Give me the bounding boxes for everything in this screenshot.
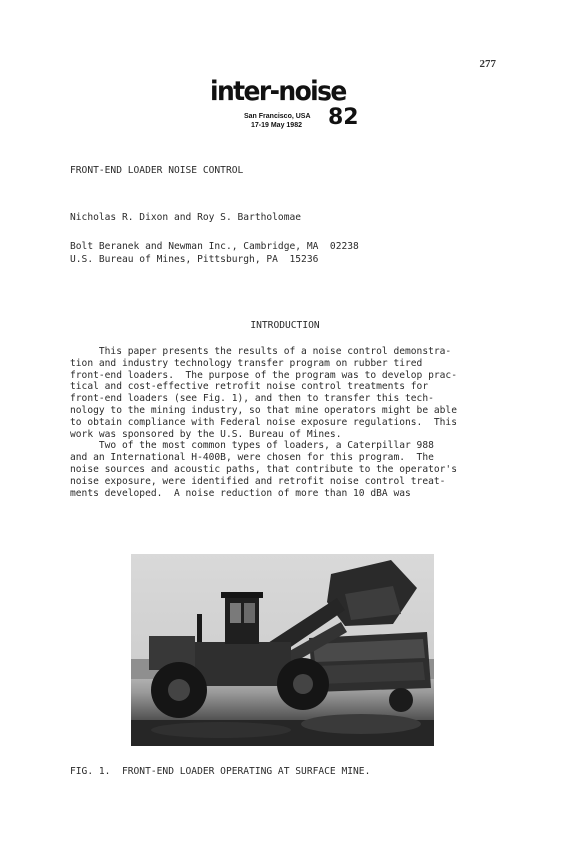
body-line: work was sponsored by the U.S. Bureau of Mines.	[70, 428, 342, 440]
page-number: 277	[479, 58, 496, 70]
body-line: front-end loaders (see Fig. 1), and then to transfer this tech-	[70, 393, 434, 405]
affiliation-2: U.S. Bureau of Mines, Pittsburgh, PA 15236	[70, 254, 319, 265]
body-line: and an International H-400B, were chosen for this program. The	[70, 452, 434, 464]
body-line: to obtain compliance with Federal noise exposure regulations. This	[70, 416, 457, 428]
section-heading: INTRODUCTION	[250, 320, 320, 331]
body-line: tion and industry technology transfer program on rubber tired	[70, 357, 423, 369]
body-line: tical and cost-effective retrofit noise control treatments for	[70, 381, 429, 393]
body-line: nology to the mining industry, so that mine operators might be able	[70, 404, 457, 416]
body-text	[70, 346, 510, 499]
affiliation-1: Bolt Beranek and Newman Inc., Cambridge, MA 02238	[70, 241, 359, 252]
body-line: ments developed. A noise reduction of more than 10 dBA was	[70, 487, 411, 499]
body-line: front-end loaders. The purpose of the program was to develop prac-	[70, 369, 457, 381]
logo-year: 82	[328, 105, 359, 130]
logo-wordmark: inter-noise	[210, 75, 346, 107]
body-line: noise exposure, were identified and retrofit noise control treat-	[70, 475, 446, 487]
body-line: Two of the most common types of loaders, a Caterpillar 988	[70, 440, 434, 452]
conference-logo	[210, 75, 360, 136]
paper-title: FRONT-END LOADER NOISE CONTROL	[70, 165, 244, 176]
logo-venue: San Francisco, USA	[244, 113, 311, 120]
figure-caption: FIG. 1. FRONT-END LOADER OPERATING AT SURFACE MINE.	[70, 766, 371, 777]
authors: Nicholas R. Dixon and Roy S. Bartholomae	[70, 212, 302, 223]
body-line: This paper presents the results of a noise control demonstra-	[70, 346, 452, 357]
logo-dates: 17-19 May 1982	[251, 122, 302, 129]
body-line: noise sources and acoustic paths, that contribute to the operator's	[70, 463, 457, 475]
front-end-loader-photo	[131, 554, 434, 746]
